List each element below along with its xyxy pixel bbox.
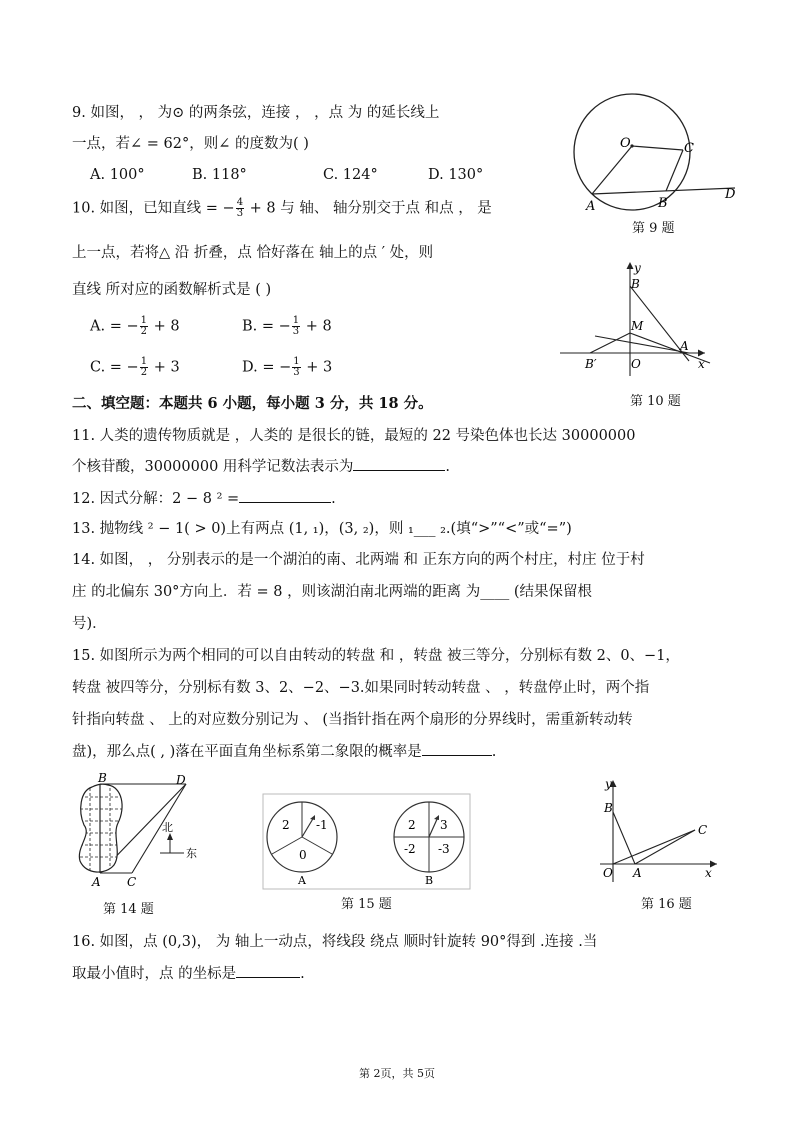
q16-answer-blank[interactable] <box>236 963 300 978</box>
figure-14-lake-diagram <box>70 773 200 891</box>
spinner-b-num-2: 2 <box>408 818 416 832</box>
choice-label: B. <box>242 318 258 335</box>
q15-line2: 转盘 被四等分，分别标有数 3、2、−2、−3.如果同时转动转盘 、 ，转盘停止时，两个指 <box>72 680 650 696</box>
fig10-label-m: M <box>631 319 644 333</box>
q16-line2-end: . <box>300 966 305 982</box>
fig16-label-c: C <box>698 823 708 837</box>
choice-post: + 8 <box>301 318 332 335</box>
choice-fraction <box>292 316 300 337</box>
choice-post: + 8 <box>149 318 180 335</box>
figure-15-caption: 第 15 题 <box>341 897 392 912</box>
figure-14-caption: 第 14 题 <box>103 902 154 917</box>
frac-den: 2 <box>140 367 148 378</box>
fig10-label-a: A <box>680 339 689 353</box>
q15-line4-text: 盘)，那么点( , )落在平面直角坐标系第二象限的概率是 <box>72 744 422 760</box>
figure-10-coordinate-diagram <box>555 258 720 386</box>
figure-16-caption: 第 16 题 <box>641 897 692 912</box>
fig14-label-b: B <box>98 773 107 785</box>
fig10-label-b: B <box>631 277 640 291</box>
q10-line3: 直线 所对应的函数解析式是 ( ) <box>72 282 272 298</box>
q10-line1-start: 10. 如图，已知直线 = − <box>72 200 235 217</box>
fig16-label-y: y <box>605 777 612 791</box>
figure-9-circle-diagram <box>570 92 750 217</box>
q10-fraction <box>236 198 244 219</box>
frac-num: 1 <box>140 356 148 367</box>
choice-label: D. <box>242 359 258 376</box>
q12-end: . <box>331 491 336 507</box>
spinner-a-num-neg1: -1 <box>316 818 328 832</box>
fig14-label-d: D <box>176 773 186 787</box>
q15-line4 <box>72 741 496 762</box>
frac-den: 2 <box>140 326 147 337</box>
fig10-label-y: y <box>634 261 641 275</box>
q9-choice-d: D. 130° <box>428 167 484 183</box>
choice-post: + 3 <box>149 359 180 376</box>
fig16-label-x: x <box>705 866 712 880</box>
q11-line2-end: . <box>445 459 451 475</box>
fig9-label-d: D <box>725 187 736 202</box>
q11-line2-text: 个核苷酸，30000000 用科学记数法表示为 <box>72 459 354 475</box>
spinner-b-num-3: 3 <box>440 818 448 832</box>
choice-pre: = − <box>105 318 139 335</box>
fig9-label-o: O <box>620 136 631 151</box>
figure-15-spinners <box>262 793 472 891</box>
fig9-label-a: A <box>586 199 596 214</box>
q15-line3: 针指向转盘 、 上的对应数分别记为 、 (当指针指在两个扇形的分界线时，需重新转动转 <box>72 712 633 728</box>
q11-line2 <box>72 456 450 477</box>
q16-line2-text: 取最小值时，点 的坐标是 <box>72 966 237 982</box>
fig9-label-c: C <box>684 141 694 156</box>
q9-choice-a: A. 100° <box>90 167 145 183</box>
q15-line1: 15. 如图所示为两个相同的可以自由转动的转盘 和 ，转盘 被三等分，分别标有数 2、0、−1， <box>72 648 680 664</box>
fig10-label-x: x <box>698 357 705 371</box>
choice-fraction <box>140 316 148 337</box>
q9-line1: 9. 如图， ， 为⊙ 的两条弦，连接 ， ，点 为 的延长线上 <box>72 105 440 121</box>
fig10-label-bprime: B′ <box>585 357 597 371</box>
spinner-a-num-2: 2 <box>282 818 290 832</box>
choice-fraction <box>292 357 300 378</box>
q10-choice-c <box>90 357 180 378</box>
fig16-label-a: A <box>633 866 642 880</box>
fig9-label-b: B <box>658 196 668 211</box>
q14-line3: 号)． <box>72 616 107 632</box>
fig14-north-label: 北 <box>162 821 173 834</box>
choice-fraction <box>140 357 148 378</box>
choice-label: A. <box>90 318 106 335</box>
frac-den: 3 <box>292 326 300 337</box>
q10-fraction-num: 4 <box>236 197 244 208</box>
q11-answer-blank[interactable] <box>353 456 445 471</box>
q10-fraction-den: 3 <box>236 208 244 219</box>
q10-line2: 上一点，若将△ 沿 折叠，点 恰好落在 轴上的点 ′ 处，则 <box>72 245 434 261</box>
choice-label: C. <box>90 359 106 376</box>
figure-10-caption: 第 10 题 <box>630 394 681 409</box>
fig14-label-c: C <box>127 875 137 889</box>
frac-den: 3 <box>293 367 300 378</box>
fig10-label-o: O <box>631 357 641 371</box>
q15-line4-end: . <box>491 744 497 760</box>
q9-line2: 一点，若∠ = 62°，则∠ 的度数为( ) <box>72 136 309 152</box>
page-footer: 第 2页，共 5页 <box>359 1067 435 1080</box>
choice-pre: = − <box>257 318 291 335</box>
spinner-b-label: B <box>425 874 434 887</box>
choice-post: + 3 <box>301 359 333 376</box>
q10-choice-d <box>242 357 332 378</box>
fig14-label-a: A <box>92 875 101 889</box>
spinner-b-num-neg2: -2 <box>404 842 416 856</box>
choice-pre: = − <box>105 359 139 376</box>
choice-pre: = − <box>257 359 292 376</box>
q14-line2: 庄 的北偏东 30°方向上．若 = 8 ，则该湖泊南北两端的距离 为____ (结果保留根 <box>72 584 592 600</box>
q10-line1 <box>72 198 492 219</box>
q14-line1: 14. 如图， ， 分别表示的是一个湖泊的南、北两端 和 正东方向的两个村庄，村庄 位于村 <box>72 552 645 568</box>
figure-16-coordinate-diagram <box>595 770 725 890</box>
q12-answer-blank[interactable] <box>239 488 331 503</box>
frac-num: 1 <box>292 315 300 326</box>
figure-9-caption: 第 9 题 <box>632 221 675 236</box>
q16-line2 <box>72 963 305 984</box>
spinner-a-num-0: 0 <box>299 848 307 862</box>
q15-answer-blank[interactable] <box>422 741 492 756</box>
frac-num: 1 <box>293 356 300 367</box>
fig16-label-o: O <box>603 866 613 880</box>
q12-text: 12. 因式分解：2 − 8 ² = <box>72 491 240 507</box>
q13-line: 13. 抛物线 ² − 1( > 0)上有两点 (1, ₁)，(3, ₂)，则 ₁___ ₂.(填“>”“<”或“=”) <box>72 521 572 537</box>
fig14-east-label: 东 <box>186 847 197 860</box>
q10-line1-end: + 8 与 轴、 轴分别交于点 和点 ， 是 <box>245 200 492 217</box>
spinner-b-num-neg3: -3 <box>438 842 450 856</box>
q9-choice-c: C. 124° <box>323 167 378 183</box>
q10-choice-a <box>90 316 180 337</box>
q9-choice-b: B. 118° <box>192 167 247 183</box>
spinner-a-label: A <box>298 874 306 887</box>
section-2-heading: 二、填空题：本题共 6 小题，每小题 3 分，共 18 分。 <box>72 395 433 412</box>
fig16-label-b: B <box>604 801 613 815</box>
q12-line <box>72 488 336 509</box>
q11-line1: 11. 人类的遗传物质就是 ，人类的 是很长的链，最短的 22 号染色体也长达 30000000 <box>72 428 636 444</box>
q16-line1: 16. 如图，点 (0,3)， 为 轴上一动点，将线段 绕点 顺时针旋转 90°得到 .连接 .当 <box>72 934 598 950</box>
frac-num: 1 <box>140 315 147 326</box>
q10-choice-b <box>242 316 332 337</box>
